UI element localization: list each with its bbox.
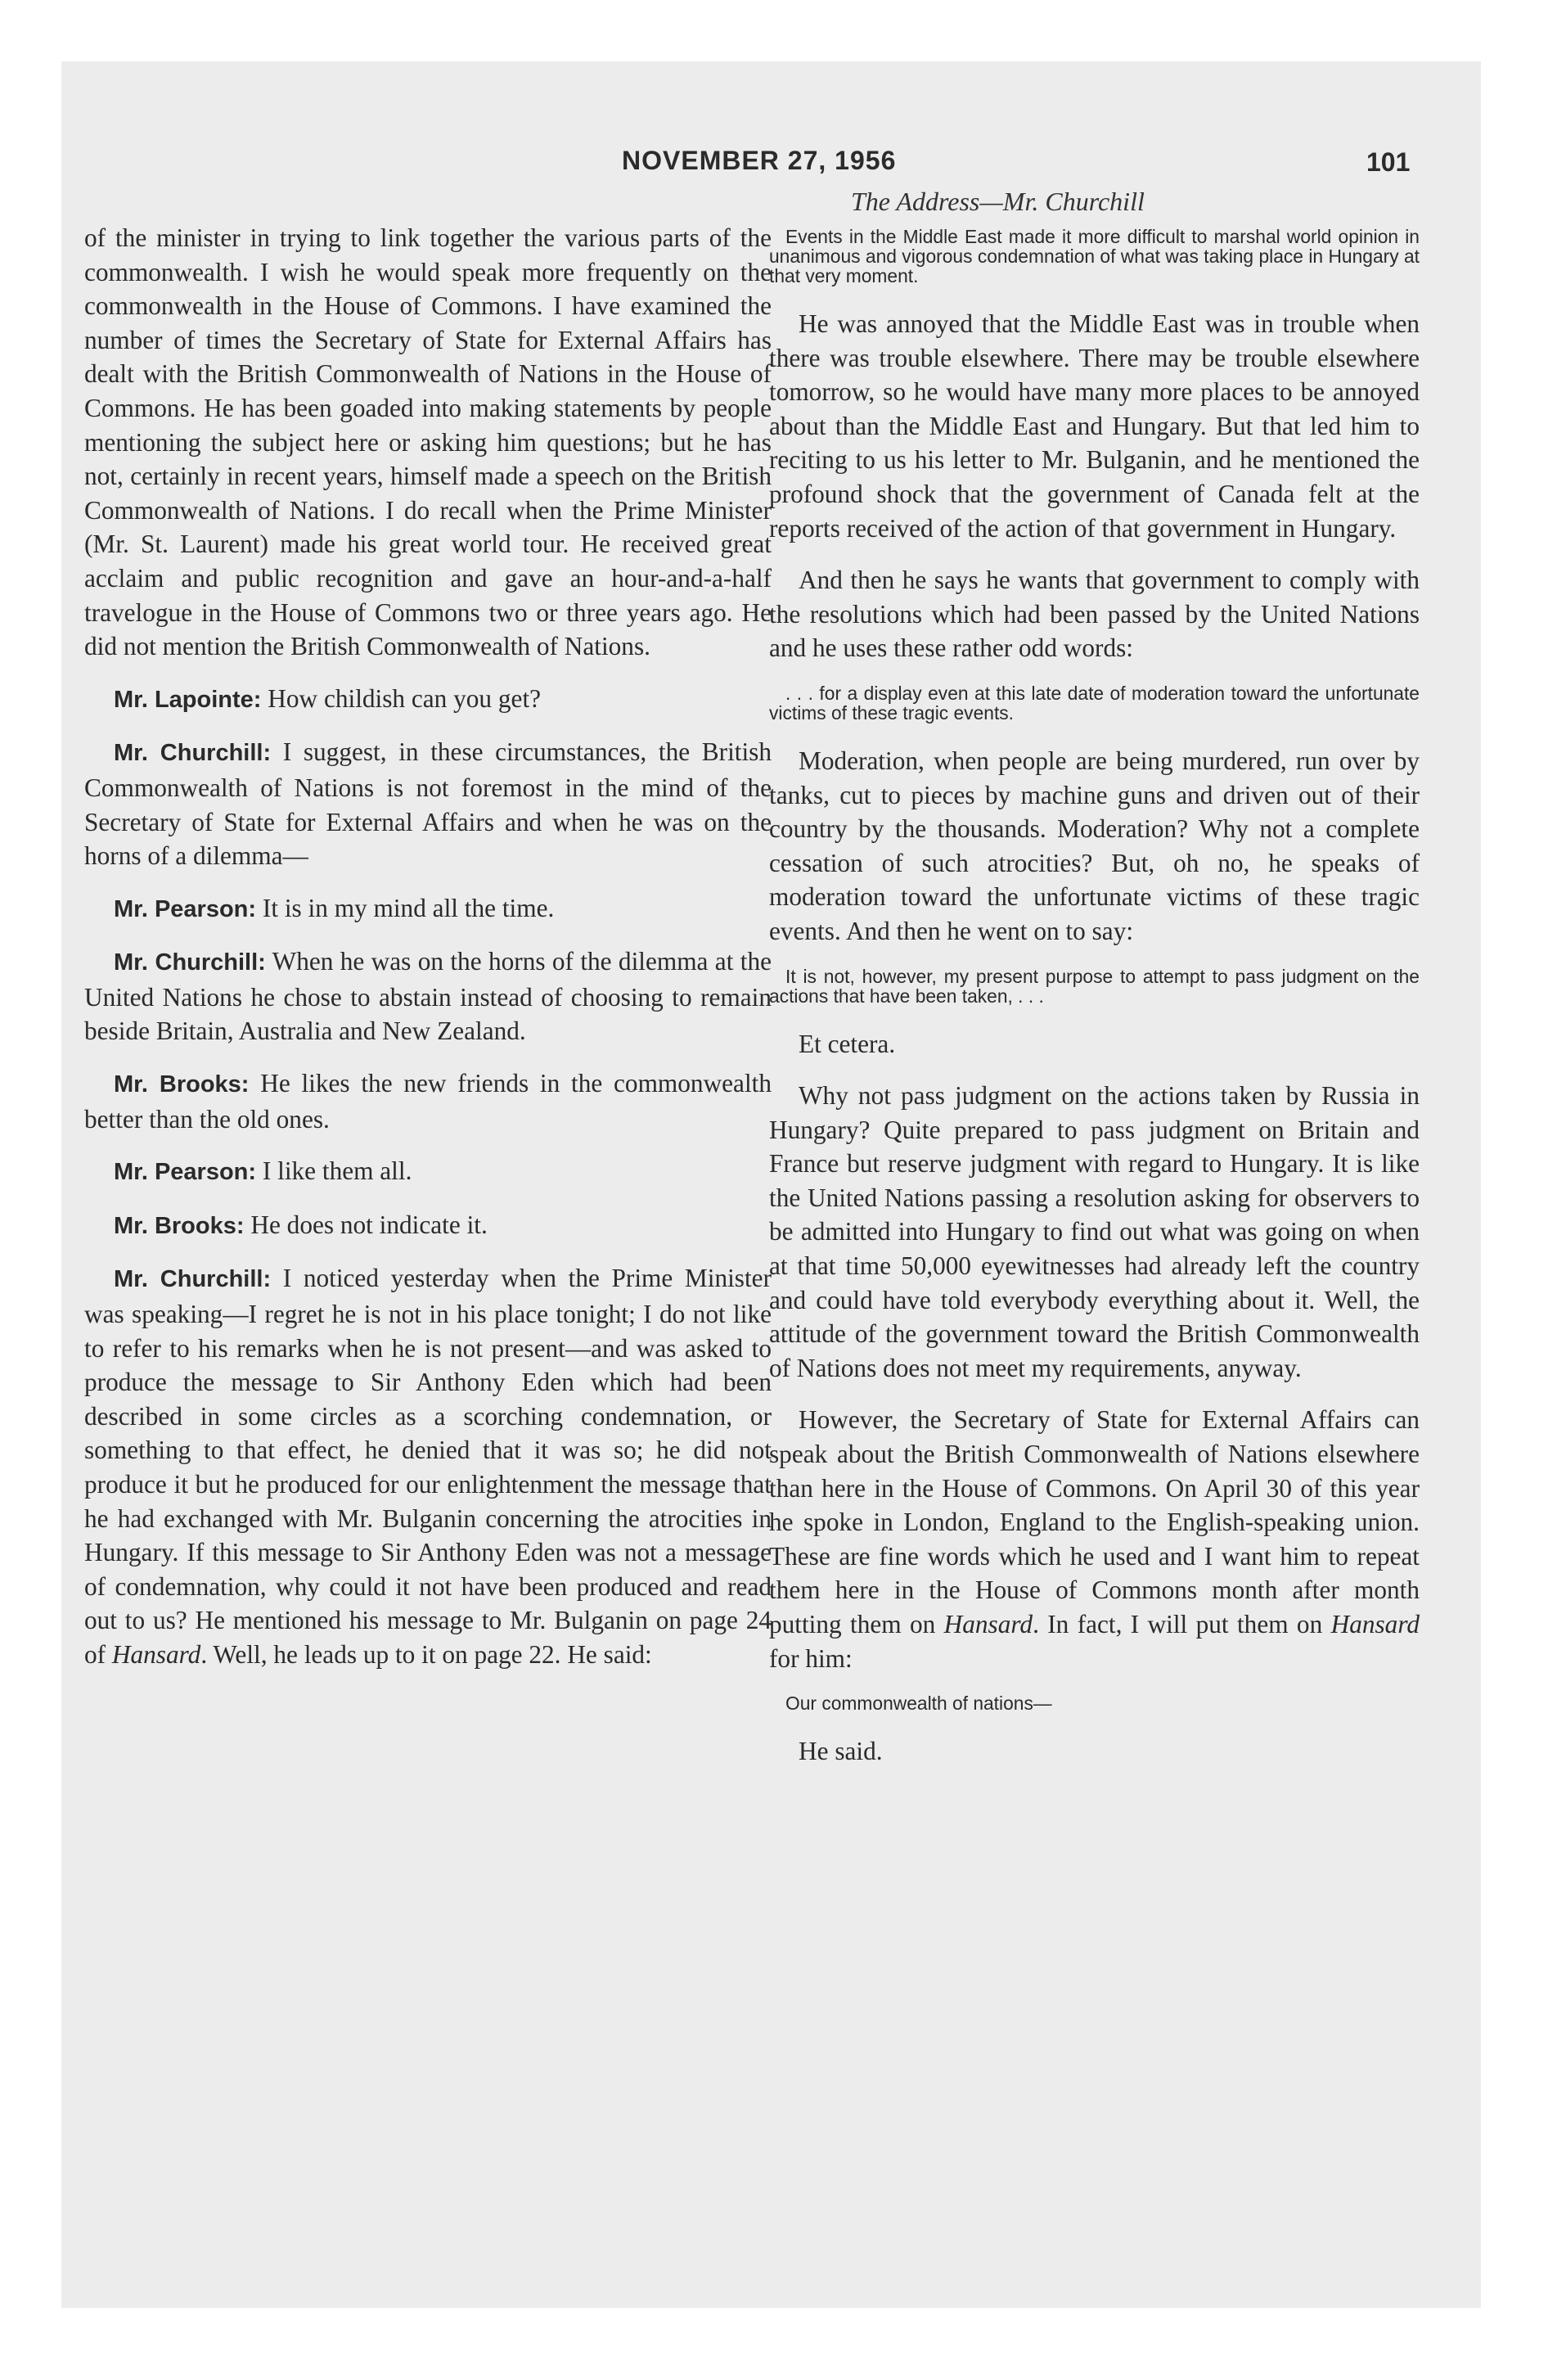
speech-text: How childish can you get?: [268, 683, 542, 713]
left-column: [84, 221, 772, 1690]
paragraph: of the minister in trying to link together the various parts of the commonwealth. I wish he would speak more frequently on the commonwealth in the House of Commons. I have examined the number of times the Secretary of State for External Affairs has dealt with the British Commonwealth of Nations in the House of Commons. He has been goaded into making statements by people mentioning the subject here or asking him questions; but he has not, certainly in recent years, himself made a speech on the British Commonwealth of Nations. I do recall when the Prime Minister (Mr. St. Laurent) made his great world tour. He received great acclaim and public recognition and gave an hour-and-a-half travelogue in the House of Commons two or three years ago. He did not mention the British Commonwealth of Nations.: [84, 223, 772, 661]
paragraph: He said.: [799, 1737, 883, 1766]
speech: [84, 735, 772, 872]
speech-text: He likes the new friends in the commonwealth better than the old ones.: [84, 1069, 772, 1134]
speech: [84, 1154, 772, 1190]
speaker-name: Mr. Lapointe:: [114, 686, 262, 713]
paragraph-text: . In fact, I will put them on: [1033, 1610, 1331, 1639]
block-quote: It is not, however, my present purpose to attempt to pass judgment on the actions that have been taken, . . .: [769, 965, 1420, 1007]
speech: [84, 944, 772, 1048]
right-column: [769, 227, 1420, 1787]
speaker-name: Mr. Brooks:: [114, 1071, 250, 1098]
running-subtitle: The Address—Mr. Churchill: [851, 187, 1145, 216]
speech-text: . Well, he leads up to it on page 22. He said:: [200, 1639, 652, 1669]
speech: [84, 891, 772, 927]
hansard-italic: Hansard: [1330, 1610, 1420, 1639]
speech-text: I like them all.: [262, 1156, 412, 1186]
hansard-italic: Hansard: [943, 1610, 1033, 1639]
speaker-name: Mr. Churchill:: [114, 1266, 272, 1293]
block-quote: . . . for a display even at this late date of moderation toward the unfortunate victims of these tragic events.: [769, 682, 1420, 723]
paragraph: Moderation, when people are being murdered, run over by tanks, cut to pieces by machine guns and driven out of their country by the thousands. Moderation? Why not a complete cessation of such atrocities? But, oh no, he speaks of moderation toward the unfortunate victims of these tragic events. And then he went on to say:: [769, 746, 1420, 945]
speaker-name: Mr. Brooks:: [114, 1212, 245, 1239]
speaker-name: Mr. Churchill:: [114, 949, 266, 976]
paragraph: [769, 1403, 1420, 1675]
speech: [84, 1208, 772, 1244]
speaker-name: Mr. Churchill:: [114, 740, 272, 767]
paragraph: He was annoyed that the Middle East was in trouble when there was trouble elsewhere. There may be trouble elsewhere tomorrow, so he would have many more places to be annoyed about than the Middle East and Hungary. But that led him to reciting to us his letter to Mr. Bulganin, and he mentioned the profound shock that the government of Canada felt at the reports received of the action of that government in Hungary.: [769, 309, 1420, 543]
speech-text: He does not indicate it.: [250, 1210, 488, 1239]
block-quote: Our commonwealth of nations—: [785, 1693, 1052, 1715]
paragraph: And then he says he wants that government to comply with the resolutions which had been passed by the United Nations and he uses these rather odd words:: [769, 566, 1420, 663]
paragraph: Why not pass judgment on the actions taken by Russia in Hungary? Quite prepared to pass judgment on Britain and France but reserve judgment with regard to Hungary. It is like the United Nations passing a resolution asking for observers to be admitted into Hungary to find out what was going on when at that time 50,000 eyewitnesses had already left the country and could have told everybody everything about it. Well, the attitude of the government toward the British Commonwealth of Nations does not meet my requirements, anyway.: [769, 1081, 1420, 1382]
paragraph: Et cetera.: [799, 1029, 896, 1058]
paragraph-text: for him:: [769, 1643, 853, 1673]
speech-text: It is in my mind all the time.: [262, 893, 555, 922]
speech: [84, 1261, 772, 1671]
hansard-italic: Hansard: [111, 1639, 201, 1669]
page-number: 101: [1366, 147, 1411, 177]
speaker-name: Mr. Pearson:: [114, 1159, 257, 1186]
block-quote: Events in the Middle East made it more difficult to marshal world opinion in unanimous and vigorous condemnation of what was taking place in Hungary at that very moment.: [769, 226, 1420, 286]
speech-text: I noticed yesterday when the Prime Minister was speaking—I regret he is not in his place tonight; I do not like to refer to his remarks when he is not present—and was asked to produce the message to Sir Anthony Eden which had been described in some circles as a scorching condemnation, or something to that effect, he denied that it was so; he did not produce it but he produced for our enlightenment the message that he had exchanged with Mr. Bulganin concerning the atrocities in Hungary. If this message to Sir Anthony Eden was not a message of condemnation, why could it not have been produced and read out to us? He mentioned his message to Mr. Bulganin on page 24 of: [84, 1264, 772, 1669]
speech-text: When he was on the horns of the dilemma at the United Nations he chose to abstain instead of choosing to remain beside Britain, Australia and New Zealand.: [84, 947, 772, 1046]
speech: [84, 682, 772, 718]
speech-text: I suggest, in these circumstances, the British Commonwealth of Nations is not foremost in the mind of the Secretary of State for External Affairs and when he was on the horns of a dilemma—: [84, 737, 772, 871]
header-date: NOVEMBER 27, 1956: [622, 146, 897, 175]
paragraph-text: However, the Secretary of State for External Affairs can speak about the British Commonwealth of Nations elsewhere than here in the House of Commons. On April 30 of this year he spoke in London, England to the English-speaking union. These are fine words which he used and I want him to repeat them here in the House of Commons month after month putting them on: [769, 1405, 1420, 1639]
speech: [84, 1066, 772, 1136]
speaker-name: Mr. Pearson:: [114, 895, 257, 922]
